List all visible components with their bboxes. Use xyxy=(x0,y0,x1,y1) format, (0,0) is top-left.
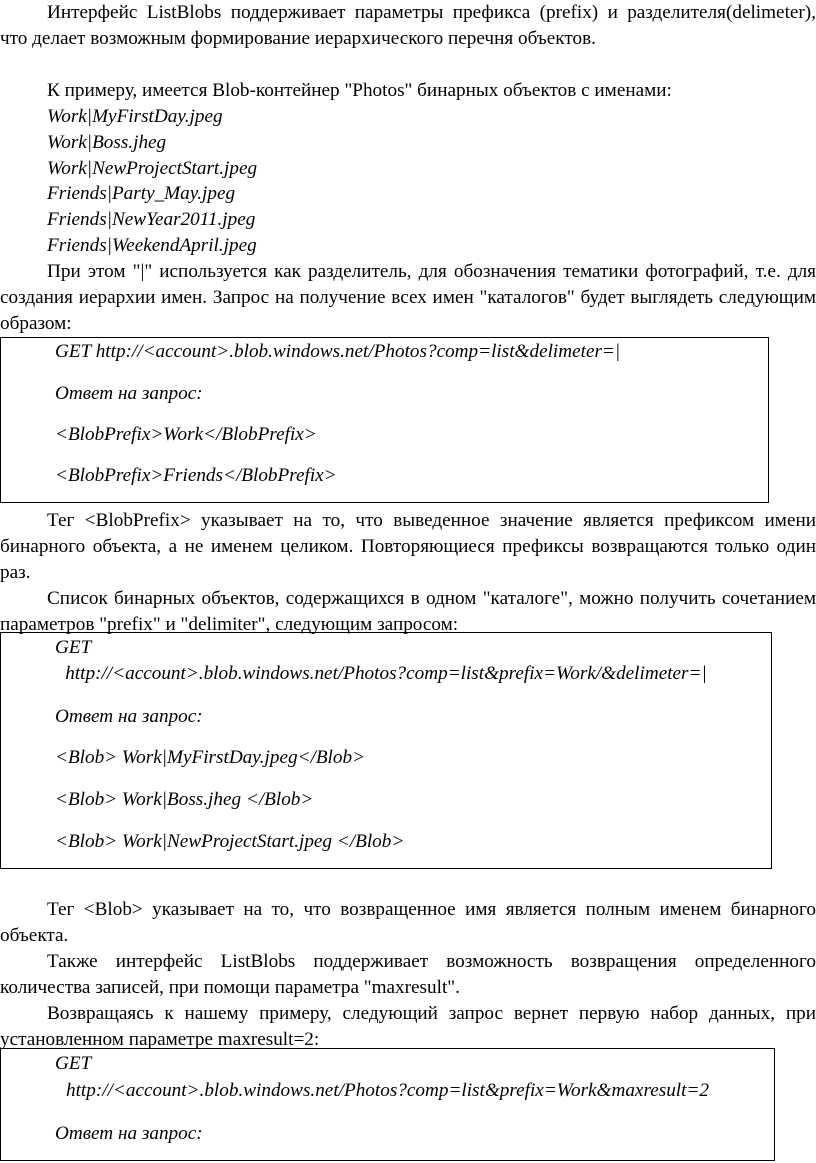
delimiter-paragraph: При этом "|" используется как разделитель, для обозначения тематики фотографий, т.е. для создания иерархии имен. Запрос на получение всех имен "каталогов" будет выглядеть следующим образом: xyxy=(0,261,816,334)
blobprefix-paragraph: Тег <BlobPrefix> указывает на то, что выведенное значение является префиксом имени бинарного объекта, а не именем целиком. Повторяющиеся префиксы возвращаются только один раз. xyxy=(0,510,816,583)
request-box-maxresult xyxy=(0,1048,775,1161)
list-item: Friends|NewYear2011.jpeg xyxy=(47,209,256,231)
response-line: <Blob> Work|MyFirstDay.jpeg</Blob> xyxy=(55,747,366,768)
request-box-prefix xyxy=(0,632,772,869)
list-item: Friends|Party_May.jpeg xyxy=(47,183,236,205)
returning-paragraph: Возвращаясь к нашему примеру, следующий запрос вернет первую набор данных, при установленном параметре maxresult=2: xyxy=(0,1003,816,1050)
list-item: Work|NewProjectStart.jpeg xyxy=(47,157,258,179)
request-url: http://<account>.blob.windows.net/Photos?comp=list&prefix=Work&maxresult=2 xyxy=(66,1080,709,1101)
maxresult-paragraph: Также интерфейс ListBlobs поддерживает возможность возвращения определенного количества записей, при помощи параметра "maxresult". xyxy=(0,951,816,998)
response-label: Ответ на запрос: xyxy=(55,706,203,727)
blob-tag-paragraph: Тег <Blob> указывает на то, что возвращенное имя является полным именем бинарного объекта. xyxy=(0,899,816,946)
response-line: <Blob> Work|NewProjectStart.jpeg </Blob> xyxy=(55,831,405,852)
request-box-catalogs xyxy=(0,337,769,503)
request-method: GET xyxy=(55,1053,92,1074)
list-item: Work|Boss.jheg xyxy=(47,131,167,153)
response-line: <BlobPrefix>Work</BlobPrefix> xyxy=(55,424,317,445)
request-line: GET http://<account>.blob.windows.net/Photos?comp=list&delimeter=| xyxy=(55,341,621,362)
list-item: Work|MyFirstDay.jpeg xyxy=(47,106,223,127)
response-line: <Blob> Work|Boss.jheg </Blob> xyxy=(55,789,314,810)
list-item: Friends|WeekendApril.jpeg xyxy=(47,234,257,256)
catalog-list-paragraph: Список бинарных объектов, содержащихся в одном "каталоге", можно получить сочетанием параметров "prefix" и "delimiter", следующим запросом: xyxy=(0,588,816,635)
response-line: <BlobPrefix>Friends</BlobPrefix> xyxy=(55,465,337,486)
request-url: http://<account>.blob.windows.net/Photos?comp=list&prefix=Work/&delimeter=| xyxy=(65,663,707,684)
request-method: GET xyxy=(55,637,92,658)
response-label: Ответ на запрос: xyxy=(55,383,203,404)
blob-name-list xyxy=(47,104,257,259)
intro-paragraph: Интерфейс ListBlobs поддерживает параметры префикса (prefix) и разделителя(delimeter), что делает возможным формирование иерархического перечня объектов. xyxy=(0,2,816,49)
response-label: Ответ на запрос: xyxy=(55,1123,203,1144)
example-paragraph: К примеру, имеется Blob-контейнер "Photos" бинарных объектов с именами: xyxy=(47,80,672,101)
